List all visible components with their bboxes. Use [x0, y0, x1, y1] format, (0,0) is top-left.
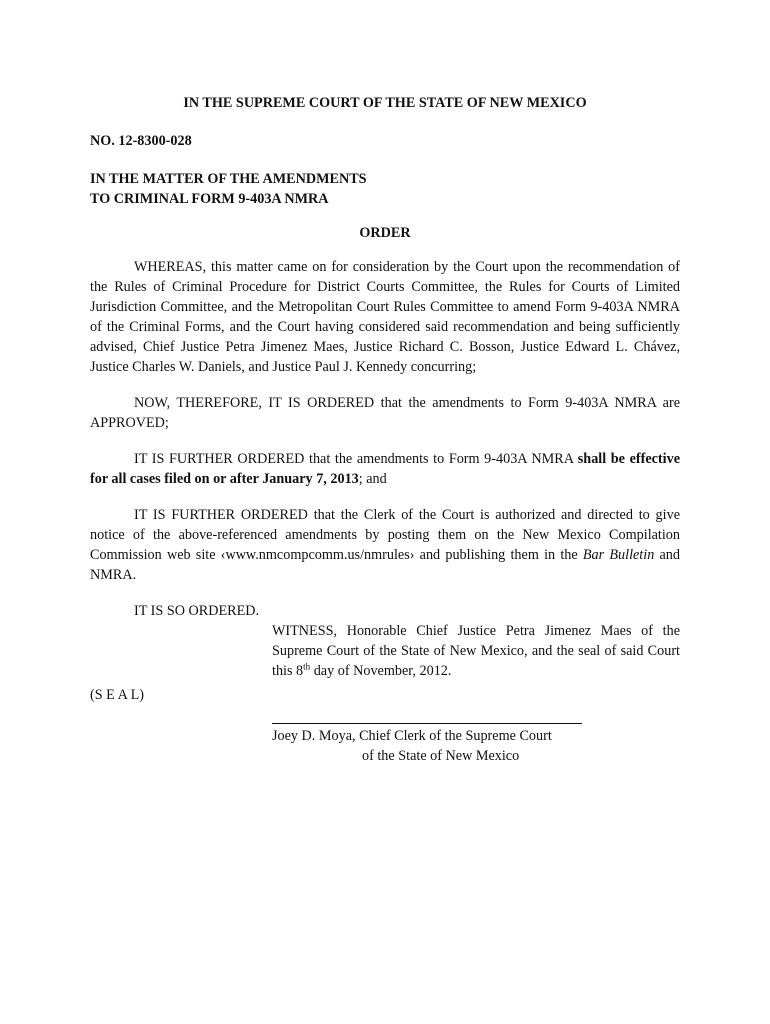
ordinal-superscript: th	[303, 661, 311, 672]
witness-paragraph	[272, 621, 680, 681]
signature-name-line: Joey D. Moya, Chief Clerk of the Supreme Court	[272, 728, 552, 744]
matter-title-line-2: TO CRIMINAL FORM 9-403A NMRA	[90, 191, 329, 207]
further-ordered-notice-paragraph	[90, 505, 680, 585]
witness-text-after: day of November, 2012.	[310, 663, 452, 679]
matter-title-line-1: IN THE MATTER OF THE AMENDMENTS	[90, 171, 367, 187]
case-number: NO. 12-8300-028	[90, 133, 192, 149]
order-title: ORDER	[359, 225, 411, 241]
whereas-paragraph: WHEREAS, this matter came on for consideration by the Court upon the recommendation of the Rules of Criminal Procedure for District Courts Committee, the Rules for Courts of Limited Jurisdiction Committee, and the Metropolitan Court Rules Committee to amend Form 9-403A NMRA of the Criminal Forms, and the Court having considered said recommendation and being sufficiently advised, Chief Justice Petra Jimenez Maes, Justice Richard C. Bosson, Justice Edward L. Chávez, Justice Charles W. Daniels, and Justice Paul J. Kennedy concurring;	[90, 259, 680, 375]
witness-text-before: WITNESS, Honorable Chief Justice Petra Jimenez Maes of the Supreme Court of the State of New Mexico, and the seal of said Court this 8	[272, 623, 680, 679]
seal-label: (S E A L)	[90, 687, 144, 703]
effective-date-bold-text: shall be effective for all cases filed on or after January 7, 2013	[90, 451, 680, 487]
so-ordered-line: IT IS SO ORDERED.	[134, 603, 260, 619]
signature-title-line: of the State of New Mexico	[362, 748, 520, 764]
court-heading: IN THE SUPREME COURT OF THE STATE OF NEW MEXICO	[183, 95, 587, 111]
effective-text-before: IT IS FURTHER ORDERED that the amendments to Form 9-403A NMRA	[134, 451, 578, 467]
effective-text-after: ; and	[358, 471, 387, 487]
further-ordered-effective-paragraph	[90, 449, 680, 489]
notice-text-before: IT IS FURTHER ORDERED that the Clerk of the Court is authorized and directed to give notice of the above-referenced amendments by posting them on the New Mexico Compilation Commission web site ‹www.nmcompcomm.us/nmrules› and publishing them in the	[90, 507, 680, 563]
signature-line	[272, 723, 582, 724]
order-content	[90, 93, 680, 766]
notice-text-after: and NMRA.	[90, 547, 680, 583]
bar-bulletin-italic: Bar Bulletin	[582, 547, 655, 563]
now-therefore-paragraph: NOW, THEREFORE, IT IS ORDERED that the amendments to Form 9-403A NMRA are APPROVED;	[90, 395, 680, 431]
